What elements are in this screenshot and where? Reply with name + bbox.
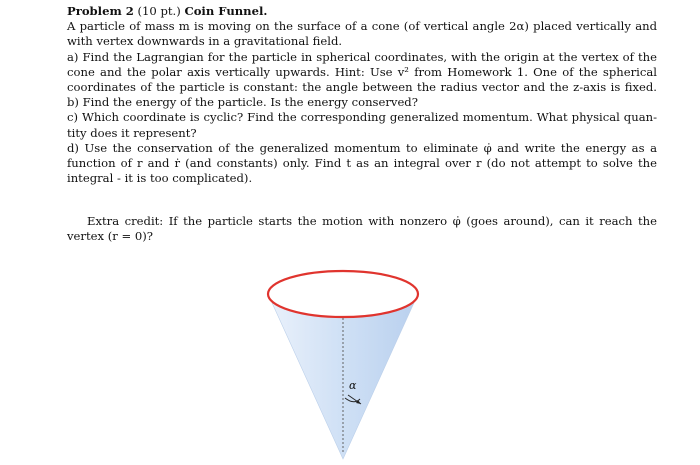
problem-heading: Problem 2 (10 pt.) Coin Funnel. xyxy=(67,4,268,18)
problem-line: A particle of mass m is moving on the surface of a cone (of vertical angle 2α) placed vertically and xyxy=(67,19,657,34)
problem-line: c) Which coordinate is cyclic? Find the corresponding generalized momentum. What physical quan- xyxy=(67,110,657,125)
angle-label: α xyxy=(349,379,357,392)
problem-line: with vertex downwards in a gravitational field. xyxy=(67,34,343,49)
problem-line: function of r and ṙ (and constants) only. Find t as an integral over r (do not attempt to solve the xyxy=(67,156,657,171)
cone-rim xyxy=(268,271,418,317)
problem-line: a) Find the Lagrangian for the particle in spherical coordinates, with the origin at the vertex of the xyxy=(67,49,657,64)
problem-line: cone and the polar axis vertically upwards. Hint: Use v² from Homework 1. One of the spherical xyxy=(67,64,657,79)
problem-line: tity does it represent? xyxy=(67,125,197,140)
problem-line: b) Find the energy of the particle. Is the energy conserved? xyxy=(67,95,418,110)
problem-line: coordinates of the particle is constant: the angle between the radius vector and the z-axis is fixed. xyxy=(67,80,657,95)
problem-line: d) Use the conservation of the generalized momentum to eliminate φ̇ and write the energy as a xyxy=(67,140,657,155)
problem-line: integral - it is too complicated). xyxy=(67,171,253,186)
extra-credit-line: Extra credit: If the particle starts the motion with nonzero φ̇ (goes around), can it reach the xyxy=(87,214,657,228)
extra-credit-line: vertex (r = 0)? xyxy=(67,229,153,244)
